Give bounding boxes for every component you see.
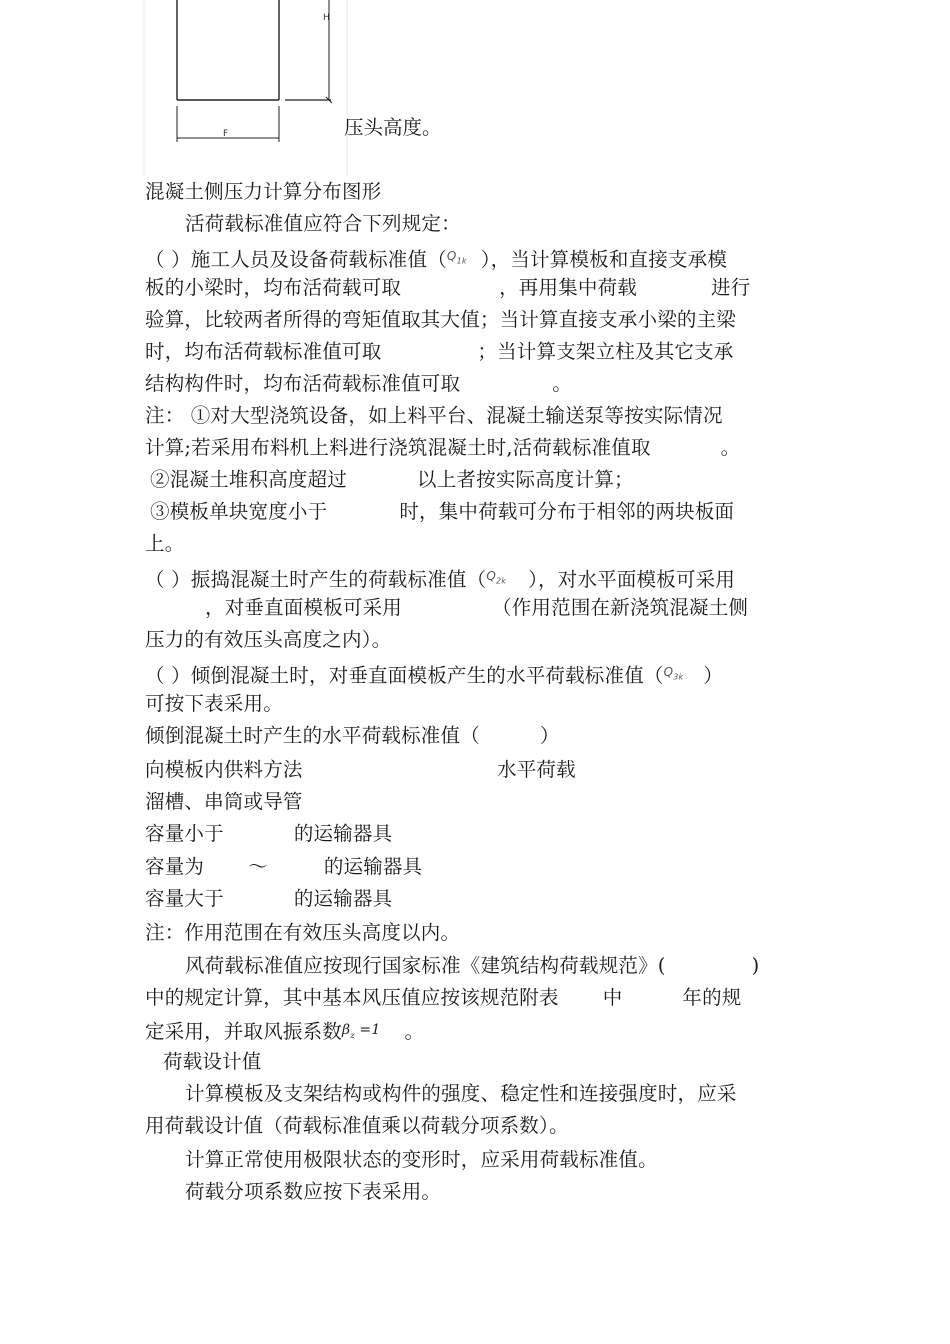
figure-label-h: H: [323, 13, 330, 23]
paragraph-line: 用荷载设计值（荷载标准值乘以荷载分项系数）。: [145, 1114, 569, 1137]
q2k-symbol: Q2k: [486, 569, 507, 586]
paragraph-line: （ ）倾倒混凝土时，对垂直面模板产生的水平荷载标准值（$^{Q_{3k}}$ ）: [145, 664, 724, 687]
paragraph-line: ，对垂直面模板可采用 （作用范围在新浇筑混凝土侧: [205, 596, 749, 619]
table-title: 倾倒混凝土时产生的水平荷载标准值（ ）: [145, 724, 560, 747]
q1k-symbol: Q1k: [446, 249, 467, 266]
paragraph-line: （ ）施工人员及设备荷载标准值（$^{Q_{1k}}$ ），当计算模板和直接支承模: [145, 248, 728, 271]
table-row: 容量小于 的运输器具: [145, 822, 393, 845]
paragraph-line: 活荷载标准值应符合下列规定：: [185, 212, 461, 235]
paragraph-line: 风荷载标准值应按现行国家标准《建筑结构荷载规范》( ): [185, 954, 760, 977]
beta-z-symbol: βz =1: [342, 1022, 381, 1040]
paragraph-line: 计算正常使用极限状态的变形时，应采用荷载标准值。: [185, 1148, 658, 1171]
q3k-symbol: Q3k: [663, 665, 684, 682]
table-row: 溜槽、串筒或导管: [145, 790, 303, 813]
section-heading: 荷载设计值: [163, 1050, 262, 1073]
table-row: 容量大于 的运输器具: [145, 887, 393, 910]
figure-label-f: F: [223, 129, 229, 139]
table-row: 容量为 ～ 的运输器具: [145, 855, 423, 878]
paragraph-line: 验算，比较两者所得的弯矩值取其大值；当计算直接支承小梁的主梁: [145, 308, 737, 331]
note-line: 上。: [145, 532, 185, 555]
paragraph-line: 荷载分项系数应按下表采用。: [185, 1180, 442, 1203]
note-line: ②混凝土堆积高度超过 以上者按实际高度计算；: [150, 468, 634, 491]
note-line: 注：作用范围在有效压头高度以内。: [145, 921, 461, 944]
paragraph-line: 板的小梁时，均布活荷载可取 ，再用集中荷载 进行: [145, 276, 751, 299]
figure-diagram: [143, 0, 348, 175]
note-line: 计算;若采用布料机上料进行浇筑混凝土时,活荷载标准值取 。: [145, 436, 741, 459]
table-header-col2: 水平荷载: [497, 758, 576, 781]
note-line: 注： ①对大型浇筑设备，如上料平台、混凝土输送泵等按实际情况: [145, 404, 723, 427]
paragraph-line: 可按下表采用。: [145, 692, 283, 715]
section-heading: 混凝土侧压力计算分布图形: [145, 180, 382, 203]
paragraph-line: 定采用，并取风振系数$^{\beta_z =1}$ 。: [145, 1020, 425, 1043]
paragraph-line: 压力的有效压头高度之内）。: [145, 628, 392, 651]
paragraph-line: 时，均布活荷载标准值可取 ；当计算支架立柱及其它支承: [145, 340, 734, 363]
table-header-col1: 向模板内供料方法: [145, 758, 303, 781]
figure-caption-fragment: 压头高度。: [344, 116, 442, 139]
note-line: ③模板单块宽度小于 时，集中荷载可分布于相邻的两块板面: [150, 500, 735, 523]
paragraph-line: 中的规定计算，其中基本风压值应按该规范附表 中 年的规: [145, 986, 742, 1009]
paragraph-line: 计算模板及支架结构或构件的强度、稳定性和连接强度时，应采: [185, 1082, 737, 1105]
paragraph-line: 结构构件时，均布活荷载标准值可取 。: [145, 372, 572, 395]
pressure-distribution-figure: [143, 0, 348, 175]
paragraph-line: （ ）振捣混凝土时产生的荷载标准值（$^{Q_{2k}}$ ），对水平面模板可采用: [145, 568, 736, 591]
